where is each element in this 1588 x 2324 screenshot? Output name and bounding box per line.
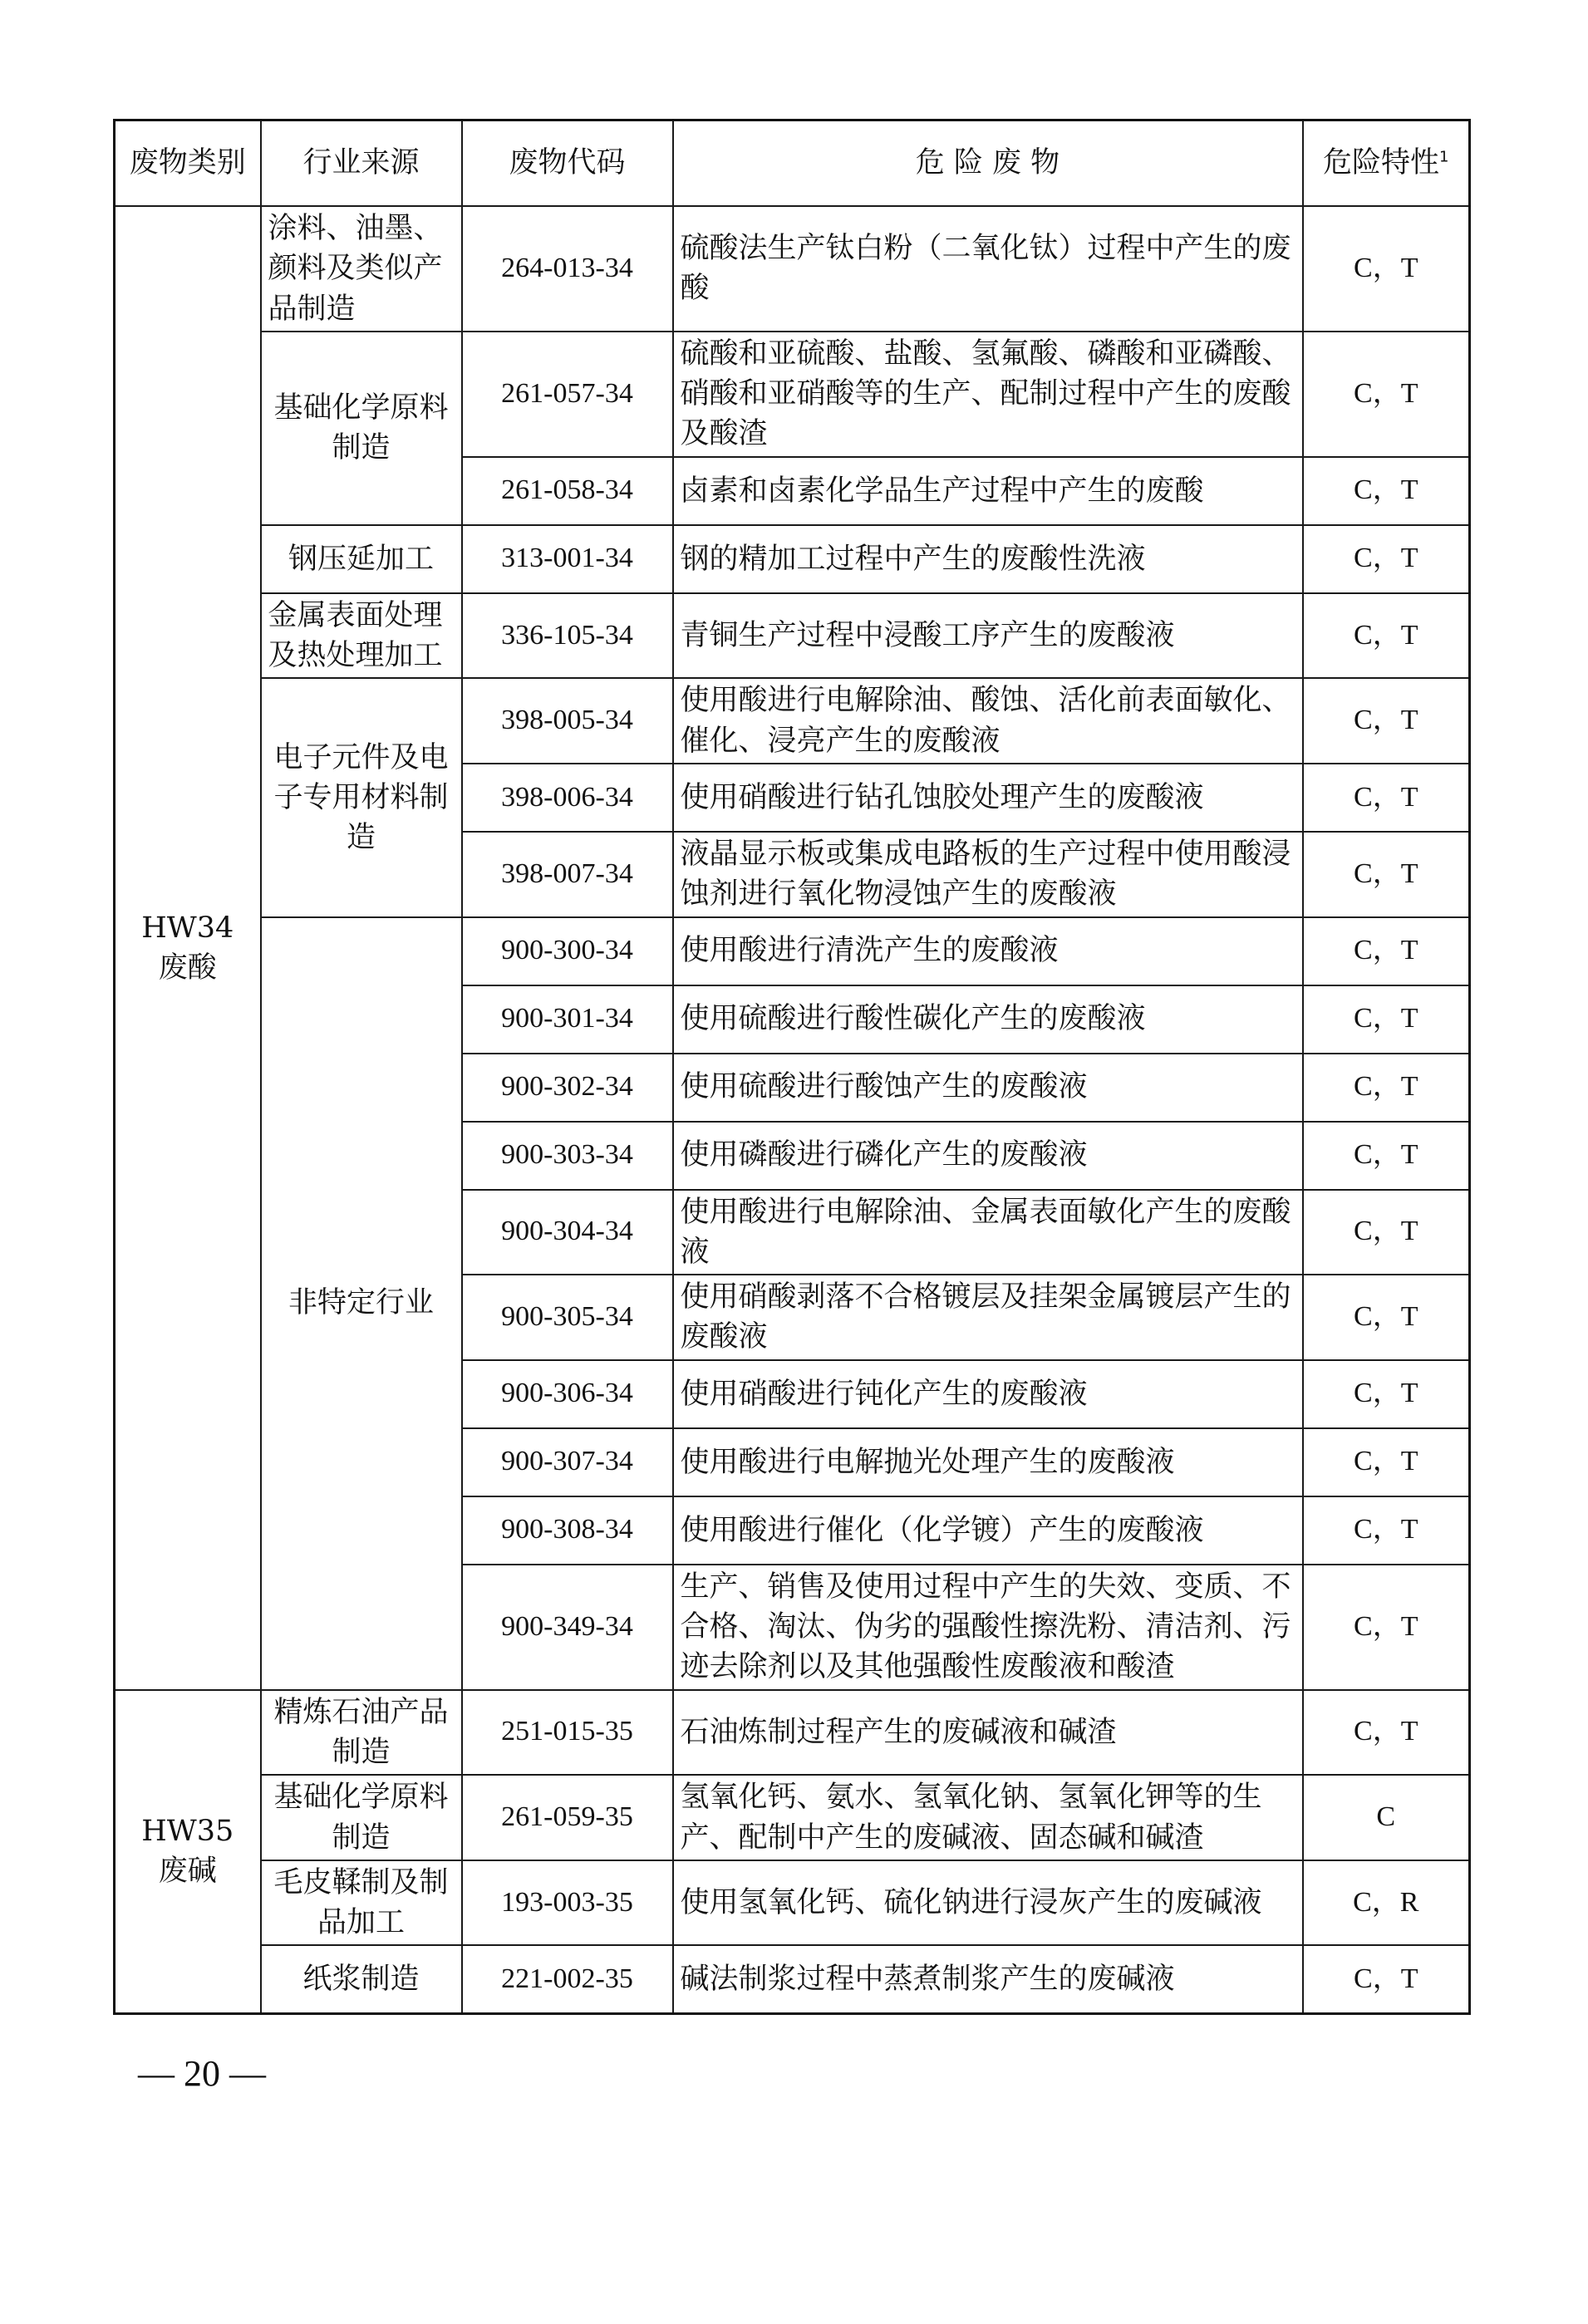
- table-row: [115, 917, 1470, 985]
- hazard-property: C: [1303, 1775, 1470, 1860]
- hazard-property: C，T: [1303, 332, 1470, 457]
- waste-description: 使用硝酸进行钝化产生的废酸液: [673, 1360, 1303, 1428]
- waste-code: 313-001-34: [462, 525, 673, 593]
- category-hw35: HW35 废碱: [115, 1690, 261, 2014]
- industry-cell: 非特定行业: [261, 917, 462, 1690]
- table-row: [115, 678, 1470, 764]
- waste-code: 251-015-35: [462, 1690, 673, 1776]
- waste-description: 液晶显示板或集成电路板的生产过程中使用酸浸蚀剂进行氧化物浸蚀产生的废酸液: [673, 832, 1303, 917]
- waste-code: 221-002-35: [462, 1945, 673, 2013]
- waste-code: 900-304-34: [462, 1190, 673, 1275]
- waste-description: 使用氢氧化钙、硫化钠进行浸灰产生的废碱液: [673, 1860, 1303, 1946]
- waste-code: 900-302-34: [462, 1054, 673, 1122]
- table-row: [115, 1775, 1470, 1860]
- waste-code: 264-013-34: [462, 206, 673, 332]
- hazard-property: C，T: [1303, 917, 1470, 985]
- waste-description: 使用硫酸进行酸性碳化产生的废酸液: [673, 985, 1303, 1054]
- waste-description: 使用酸进行电解除油、金属表面敏化产生的废酸液: [673, 1190, 1303, 1275]
- hazard-property: C，T: [1303, 457, 1470, 525]
- waste-code: 900-308-34: [462, 1496, 673, 1565]
- header-code: 废物代码: [462, 120, 673, 207]
- table-row: [115, 206, 1470, 332]
- industry-cell: 毛皮鞣制及制品加工: [261, 1860, 462, 1946]
- waste-description: 使用硝酸剥落不合格镀层及挂架金属镀层产生的废酸液: [673, 1275, 1303, 1360]
- waste-code: 193-003-35: [462, 1860, 673, 1946]
- waste-description: 钢的精加工过程中产生的废酸性洗液: [673, 525, 1303, 593]
- industry-cell: 纸浆制造: [261, 1945, 462, 2013]
- waste-description: 生产、销售及使用过程中产生的失效、变质、不合格、淘汰、伪劣的强酸性擦洗粉、清洁剂、污迹去除剂以及其他强酸性废酸液和酸渣: [673, 1565, 1303, 1690]
- waste-code: 900-306-34: [462, 1360, 673, 1428]
- header-waste-label: 危 险 废 物: [915, 146, 1060, 180]
- category-hw34: HW34 废酸: [115, 206, 261, 1690]
- industry-cell: 金属表面处理及热处理加工: [261, 593, 462, 679]
- waste-description: 青铜生产过程中浸酸工序产生的废酸液: [673, 593, 1303, 679]
- hazard-property: C，T: [1303, 764, 1470, 832]
- waste-description: 使用酸进行催化（化学镀）产生的废酸液: [673, 1496, 1303, 1565]
- waste-code: 900-300-34: [462, 917, 673, 985]
- industry-cell: 钢压延加工: [261, 525, 462, 593]
- waste-description: 卤素和卤素化学品生产过程中产生的废酸: [673, 457, 1303, 525]
- waste-code: 900-301-34: [462, 985, 673, 1054]
- industry-cell: 基础化学原料制造: [261, 332, 462, 525]
- waste-code: 261-057-34: [462, 332, 673, 457]
- page-number: — 20 —: [138, 2053, 266, 2094]
- hazard-property: C，T: [1303, 985, 1470, 1054]
- waste-code: 398-005-34: [462, 678, 673, 764]
- waste-description: 使用硫酸进行酸蚀产生的废酸液: [673, 1054, 1303, 1122]
- waste-description: 使用酸进行电解除油、酸蚀、活化前表面敏化、催化、浸亮产生的废酸液: [673, 678, 1303, 764]
- hazard-property: C，T: [1303, 593, 1470, 679]
- waste-code: 900-303-34: [462, 1122, 673, 1190]
- waste-description: 氢氧化钙、氨水、氢氧化钠、氢氧化钾等的生产、配制中产生的废碱液、固态碱和碱渣: [673, 1775, 1303, 1860]
- waste-description: 硫酸法生产钛白粉（二氧化钛）过程中产生的废酸: [673, 206, 1303, 332]
- waste-description: 硫酸和亚硫酸、盐酸、氢氟酸、磷酸和亚磷酸、硝酸和亚硝酸等的生产、配制过程中产生的废酸及酸渣: [673, 332, 1303, 457]
- table-row: [115, 332, 1470, 457]
- hazardous-waste-table: [113, 119, 1471, 2015]
- footnote-marker: 1: [1439, 148, 1449, 166]
- hazard-property: C，T: [1303, 1122, 1470, 1190]
- hazard-property: C，T: [1303, 1360, 1470, 1428]
- table-row: [115, 1945, 1470, 2013]
- hazard-property: C，T: [1303, 206, 1470, 332]
- hazard-property: C，T: [1303, 1054, 1470, 1122]
- header-industry: 行业来源: [261, 120, 462, 207]
- waste-description: 使用硝酸进行钻孔蚀胶处理产生的废酸液: [673, 764, 1303, 832]
- waste-code: 900-307-34: [462, 1428, 673, 1496]
- industry-cell: 涂料、油墨、颜料及类似产品制造: [261, 206, 462, 332]
- hazard-property: C，T: [1303, 1428, 1470, 1496]
- table-row: [115, 593, 1470, 679]
- waste-code: 336-105-34: [462, 593, 673, 679]
- industry-cell: 电子元件及电子专用材料制造: [261, 678, 462, 916]
- table-row: [115, 1690, 1470, 1776]
- table-row: [115, 525, 1470, 593]
- header-category: 废物类别: [115, 120, 261, 207]
- waste-description: 使用酸进行清洗产生的废酸液: [673, 917, 1303, 985]
- waste-code: 900-349-34: [462, 1565, 673, 1690]
- waste-code: 900-305-34: [462, 1275, 673, 1360]
- hazard-property: C，R: [1303, 1860, 1470, 1946]
- hazard-property: C，T: [1303, 1190, 1470, 1275]
- hazard-property: C，T: [1303, 678, 1470, 764]
- waste-code: 261-058-34: [462, 457, 673, 525]
- hazard-property: C，T: [1303, 1275, 1470, 1360]
- header-property-label: 危险特性: [1323, 146, 1440, 180]
- waste-description: 使用磷酸进行磷化产生的废酸液: [673, 1122, 1303, 1190]
- table-row: [115, 1860, 1470, 1946]
- header-waste: [673, 120, 1303, 207]
- hazard-property: C，T: [1303, 525, 1470, 593]
- waste-code: 398-007-34: [462, 832, 673, 917]
- waste-description: 石油炼制过程产生的废碱液和碱渣: [673, 1690, 1303, 1776]
- industry-cell: 精炼石油产品制造: [261, 1690, 462, 1776]
- hazard-property: C，T: [1303, 1565, 1470, 1690]
- hazard-property: C，T: [1303, 1945, 1470, 2013]
- hazard-property: C，T: [1303, 832, 1470, 917]
- header-property: [1303, 120, 1470, 207]
- industry-cell: 基础化学原料制造: [261, 1775, 462, 1860]
- waste-code: 398-006-34: [462, 764, 673, 832]
- table-header-row: [115, 120, 1470, 207]
- waste-description: 碱法制浆过程中蒸煮制浆产生的废碱液: [673, 1945, 1303, 2013]
- waste-code: 261-059-35: [462, 1775, 673, 1860]
- waste-description: 使用酸进行电解抛光处理产生的废酸液: [673, 1428, 1303, 1496]
- hazard-property: C，T: [1303, 1690, 1470, 1776]
- hazard-property: C，T: [1303, 1496, 1470, 1565]
